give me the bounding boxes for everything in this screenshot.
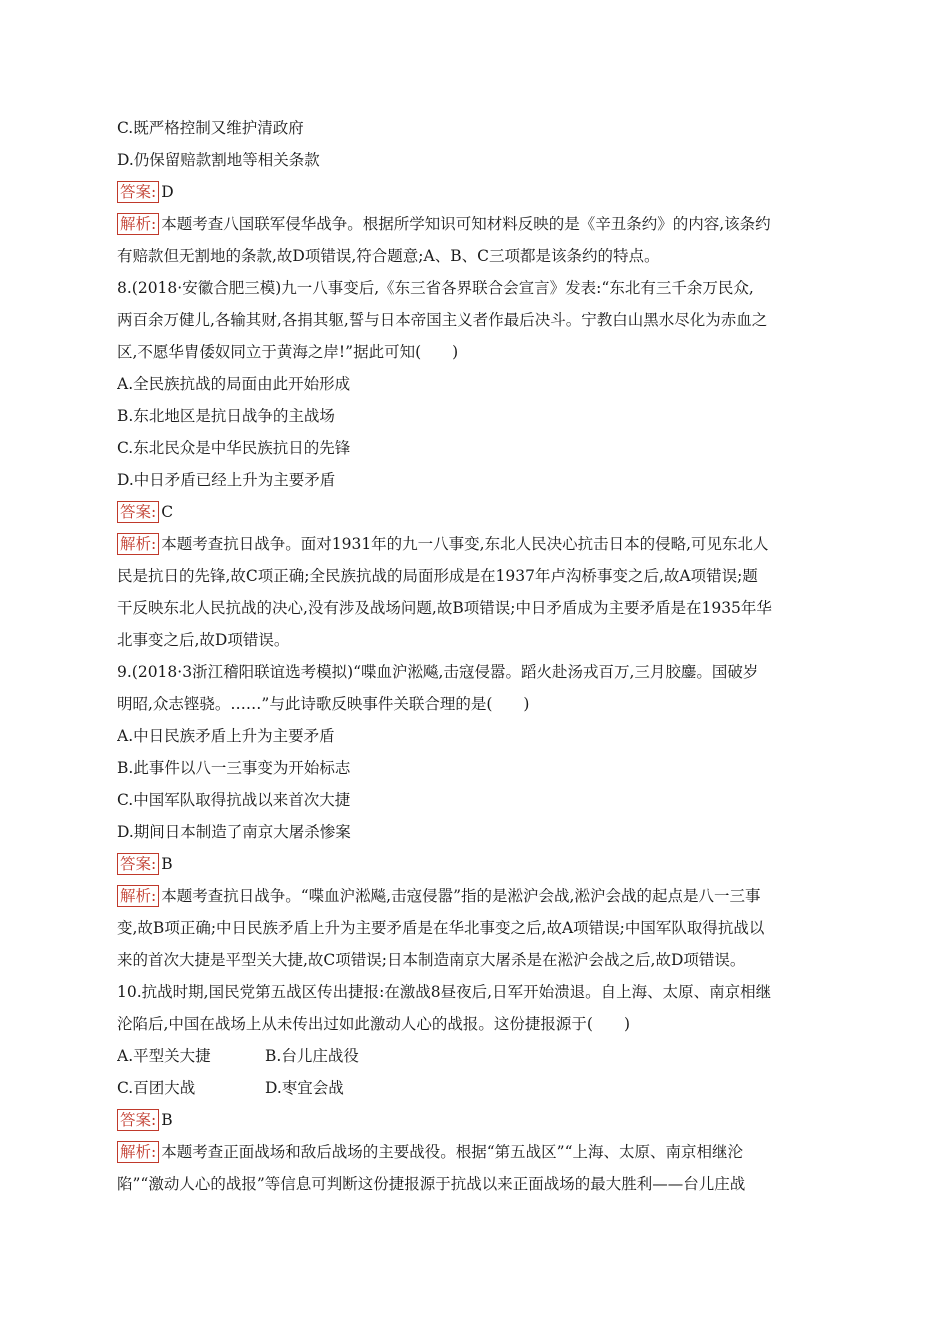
q8-stem: 两百余万健儿,各输其财,各捐其躯,誓与日本帝国主义者作最后决斗。宁教白山黑水尽化为赤血之	[117, 311, 768, 329]
q9-option: A.中日民族矛盾上升为主要矛盾	[117, 727, 335, 745]
q10-option-b: B.台儿庄战役	[265, 1047, 359, 1065]
q9-analysis-line: 解析: 本题考查抗日战争。“喋血沪淞飚,击寇侵嚣”指的是淞沪会战,淞沪会战的起点是八一三事	[117, 880, 837, 912]
q8-option: C.东北民众是中华民族抗日的先锋	[117, 439, 351, 457]
q9-option: B.此事件以八一三事变为开始标志	[117, 759, 351, 777]
q10-answer-value: B	[161, 1111, 173, 1129]
q8-analysis-line: 民是抗日的先锋,故C项正确;全民族抗战的局面形成是在1937年卢沟桥事变之后,故A项错误;题	[117, 567, 758, 585]
q8-answer	[117, 496, 837, 528]
q8-option: A.全民族抗战的局面由此开始形成	[117, 375, 351, 393]
analysis-tag: 解析:	[117, 885, 159, 907]
q9-analysis-line: 变,故B项正确;中日民族矛盾上升为主要矛盾是在华北事变之后,故A项错误;中国军队取得抗战以	[117, 919, 765, 937]
q8-analysis-line: 解析: 本题考查抗日战争。面对1931年的九一八事变,东北人民决心抗击日本的侵略,可见东北人	[117, 528, 837, 560]
q9-answer	[117, 848, 837, 880]
q7-analysis-line: 有赔款但无割地的条款,故D项错误,符合题意;A、B、C三项都是该条约的特点。	[117, 247, 660, 265]
q8-stem: 8.(2018·安徽合肥三模)九一八事变后,《东三省各界联合会宣言》发表:“东北有三千余万民众,	[117, 279, 754, 297]
q7-answer-value: D	[161, 183, 174, 201]
answer-tag: 答案:	[117, 853, 159, 875]
answer-tag: 答案:	[117, 501, 159, 523]
q8-stem: 区,不愿华胄倭奴同立于黄海之岸!”据此可知( )	[117, 343, 459, 361]
q8-analysis-line: 北事变之后,故D项错误。	[117, 631, 290, 649]
answer-tag: 答案:	[117, 181, 159, 203]
q9-stem: 9.(2018·3浙江稽阳联谊选考模拟)“喋血沪淞飚,击寇侵嚣。蹈火赴汤戎百万,三月胶鏖。国破岁	[117, 663, 759, 681]
analysis-tag: 解析:	[117, 533, 159, 555]
q7-option-c: C.既严格控制又维护清政府	[117, 119, 304, 137]
q10-option-a: A.平型关大捷	[117, 1047, 211, 1065]
document-page	[117, 112, 837, 1200]
q10-option-c: C.百团大战	[117, 1079, 196, 1097]
q8-analysis-line: 干反映东北人民抗战的决心,没有涉及战场问题,故B项错误;中日矛盾成为主要矛盾是在1935年华	[117, 599, 772, 617]
q7-analysis-line: 解析: 本题考查八国联军侵华战争。根据所学知识可知材料反映的是《辛丑条约》的内容,该条约	[117, 208, 837, 240]
q7-answer	[117, 176, 837, 208]
analysis-tag: 解析:	[117, 1141, 159, 1163]
q8-option: D.中日矛盾已经上升为主要矛盾	[117, 471, 336, 489]
q8-answer-value: C	[161, 503, 174, 521]
q9-option: D.期间日本制造了南京大屠杀惨案	[117, 823, 351, 841]
q10-options-row	[117, 1072, 837, 1104]
q10-analysis-line: 解析: 本题考查正面战场和敌后战场的主要战役。根据“第五战区”“上海、太原、南京相继沦	[117, 1136, 837, 1168]
q8-option: B.东北地区是抗日战争的主战场	[117, 407, 335, 425]
q10-answer	[117, 1104, 837, 1136]
q9-option: C.中国军队取得抗战以来首次大捷	[117, 791, 351, 809]
q7-option-d: D.仍保留赔款割地等相关条款	[117, 151, 320, 169]
q9-answer-value: B	[161, 855, 173, 873]
q10-analysis-line: 陷”“激动人心的战报”等信息可判断这份捷报源于抗战以来正面战场的最大胜利——台儿庄战	[117, 1175, 746, 1193]
q9-analysis-line: 来的首次大捷是平型关大捷,故C项错误;日本制造南京大屠杀是在淞沪会战之后,故D项错误。	[117, 951, 746, 969]
q9-stem: 明昭,众志铿骁。……”与此诗歌反映事件关联合理的是( )	[117, 695, 530, 713]
q10-options-row	[117, 1040, 837, 1072]
analysis-tag: 解析:	[117, 213, 159, 235]
answer-tag: 答案:	[117, 1109, 159, 1131]
q10-option-d: D.枣宜会战	[265, 1079, 344, 1097]
q10-stem: 10.抗战时期,国民党第五战区传出捷报:在激战8昼夜后,日军开始溃退。自上海、太原、南京相继	[117, 983, 772, 1001]
q10-stem: 沦陷后,中国在战场上从未传出过如此激动人心的战报。这份捷报源于( )	[117, 1015, 631, 1033]
